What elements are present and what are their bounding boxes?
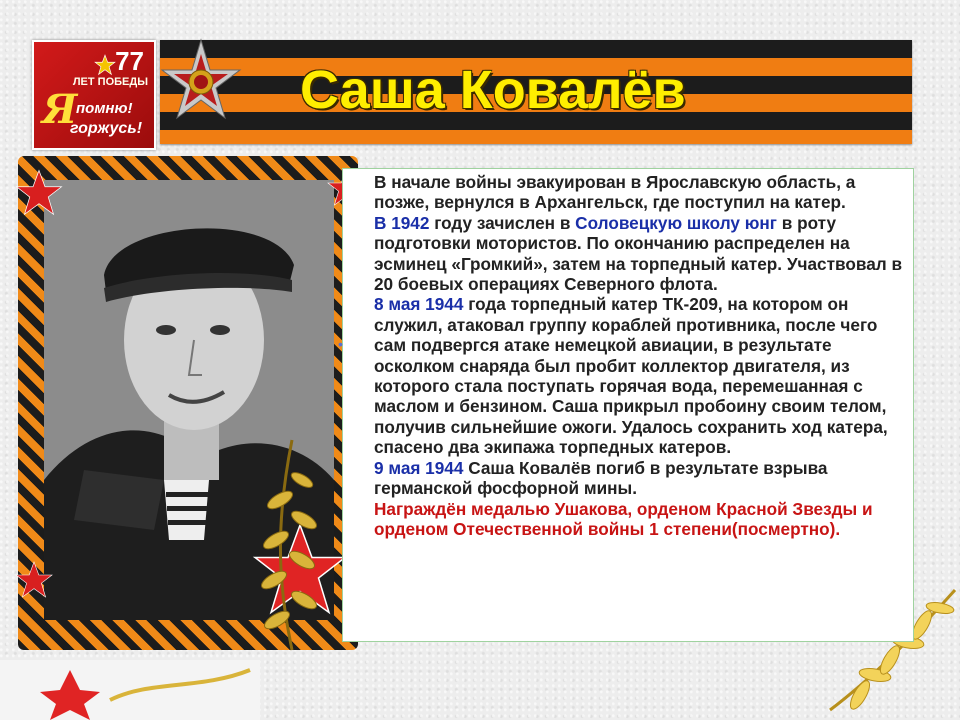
biography-text (374, 172, 904, 539)
laurel-branch-icon (232, 420, 352, 660)
bio-text: году зачислен в (429, 212, 576, 233)
bio-paragraph-3 (374, 294, 904, 457)
bio-paragraph-2 (374, 213, 904, 295)
logo-line2: горжусь! (70, 120, 143, 137)
logo-line1: помню! (76, 100, 133, 117)
bio-paragraph-1: В начале войны эвакуирован в Ярославскую область, а позже, вернулся в Архангельск, где поступил на катер. (374, 172, 856, 213)
logo-subtitle: ЛЕТ ПОБЕДЫ (72, 76, 148, 88)
red-star-icon (94, 54, 116, 76)
bio-school: Соловецкую школу юнг (575, 212, 777, 233)
bio-year-1942: В 1942 (374, 212, 430, 233)
logo-letter: Я (42, 86, 78, 133)
bullet-dot: • (338, 336, 343, 352)
bio-text: года торпедный катер ТК-209, на котором он служил, атаковал группу кораблей противника, после чего сам подвергся атаке немецкой авиации, в результате осколком снаряда был пробит коллектор двигателя, из которого стала поступать горячая вода, перемешанная с маслом и бензином. Саша прикрыл пробоину своим телом, получив сильнейшие ожоги. Удалось сохранить ход катера, спасено два экипажа торпедных катеров. (374, 294, 888, 458)
corner-decoration (0, 630, 260, 720)
order-medal-icon (160, 36, 242, 146)
bio-text: Саша Ковалёв погиб в результате взрыва германской фосфорной мины. (374, 457, 828, 499)
page-title: Саша Ковалёв (300, 60, 686, 120)
bio-awards: Награждён медалью Ушакова, орденом Красной Звезды и орденом Отечественной войны 1 степени(посмертно). (374, 498, 873, 539)
red-star-icon (14, 560, 54, 600)
red-star-icon (14, 168, 64, 218)
victory-logo (32, 40, 156, 150)
logo-number: 77 (115, 46, 144, 76)
bio-date-9-may: 9 мая 1944 (374, 457, 464, 478)
bio-date-8-may: 8 мая 1944 (374, 294, 464, 315)
bio-paragraph-4 (374, 458, 904, 499)
bio-text: в роту подготовки мотористов. По окончанию распределен на эсминец «Громкий», затем на торпедный катер. Участвовал в 20 боевых операциях Северного флота. (374, 212, 903, 295)
